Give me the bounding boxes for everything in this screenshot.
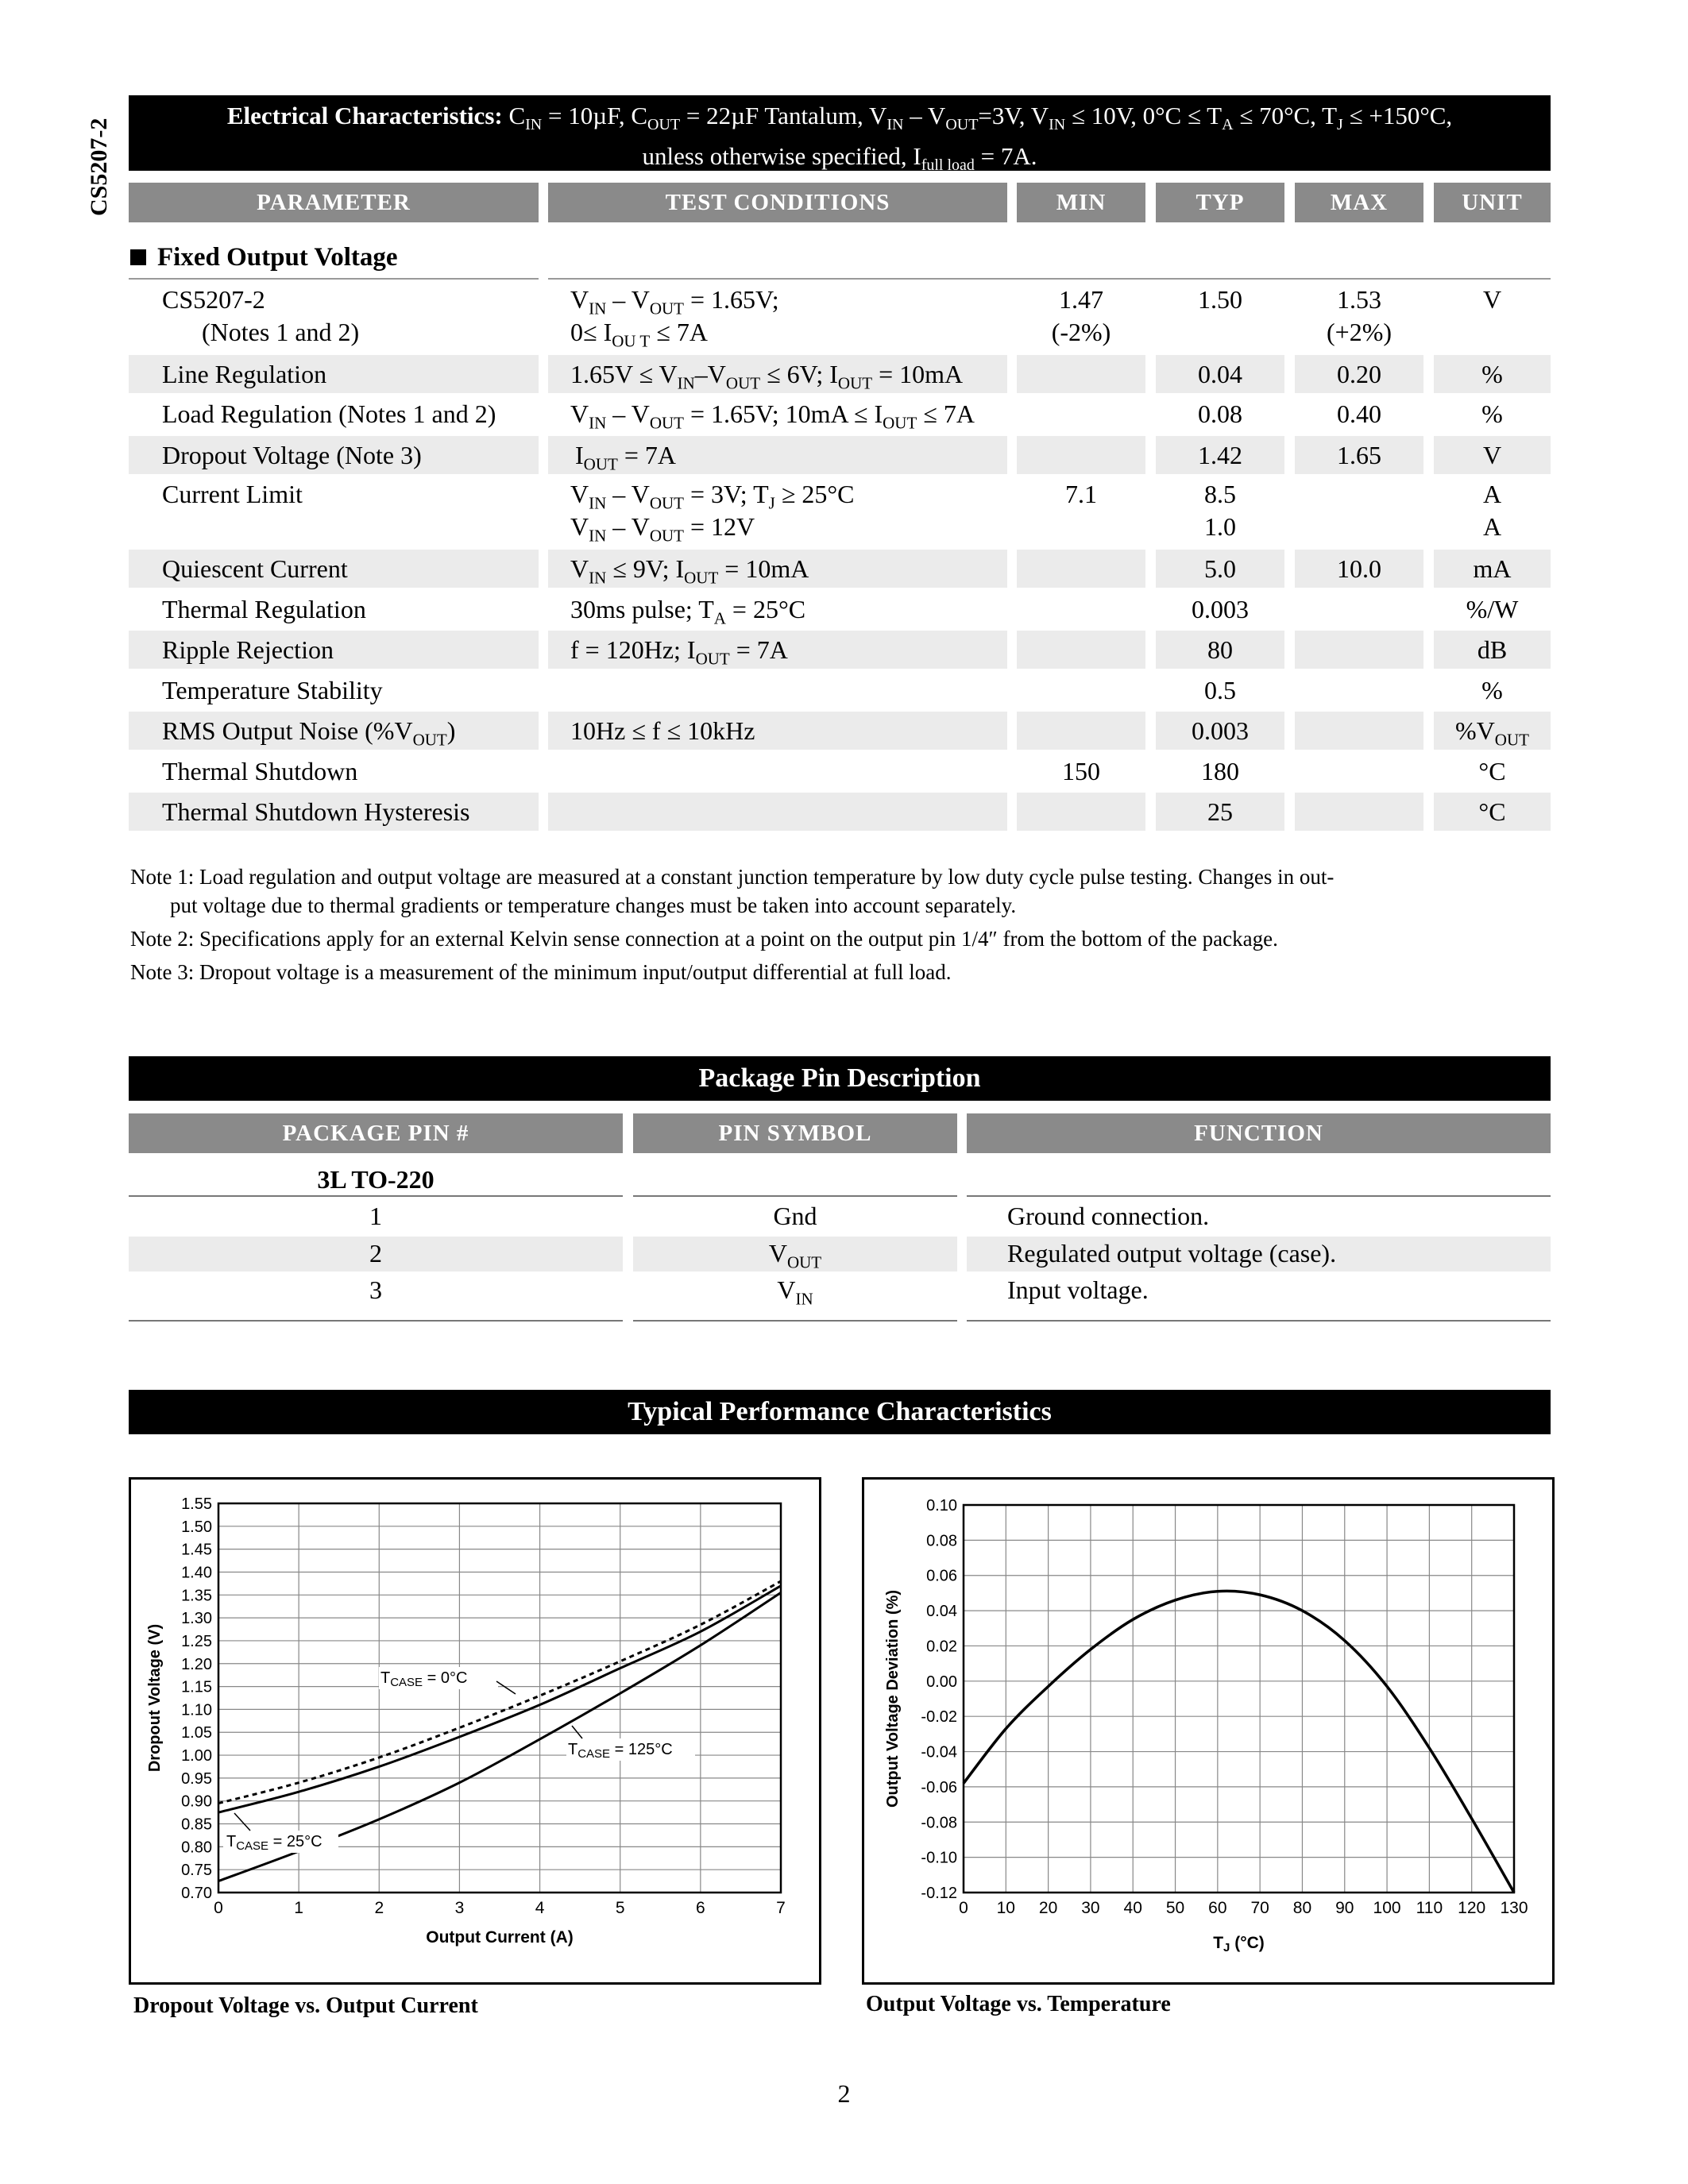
perf-title-bar: Typical Performance Characteristics bbox=[129, 1390, 1551, 1434]
note-3: Note 3: Dropout voltage is a measurement of the minimum input/output differential at full load. bbox=[130, 960, 952, 984]
typ-cell: 8.5 bbox=[1204, 480, 1236, 508]
unit-cell: dB bbox=[1477, 635, 1508, 664]
y-tick-label: -0.06 bbox=[921, 1778, 957, 1796]
cond-cell: $0\le I_{OU T} \le 7A$ bbox=[570, 318, 708, 351]
y-tick-label: -0.12 bbox=[921, 1885, 957, 1902]
x-tick-label: 4 bbox=[535, 1899, 545, 1917]
y-tick-label: 1.20 bbox=[181, 1655, 212, 1673]
y-tick-label: 0.00 bbox=[926, 1673, 957, 1691]
param-cell: Load Regulation (Notes 1 and 2) bbox=[162, 399, 496, 428]
cond-cell: 30ms pulse; $T_A = 25^\circ C$ bbox=[570, 595, 806, 628]
t25-annotation: $T_{CASE} = 25^\circ C$ bbox=[226, 1833, 323, 1853]
col-header-max: MAX bbox=[1295, 183, 1423, 222]
cond-cell: 10Hz ≤ f ≤ 10kHz bbox=[570, 716, 755, 745]
typ-cell: 0.003 bbox=[1192, 595, 1249, 623]
col-header-function: FUNCTION bbox=[967, 1113, 1551, 1153]
unit-cell: % bbox=[1481, 676, 1503, 704]
notes-block bbox=[130, 862, 1528, 986]
y-tick-label: -0.02 bbox=[921, 1708, 957, 1727]
typ-cell: 0.5 bbox=[1204, 676, 1236, 704]
t0-annotation: $T_{CASE} = 0^\circ C$ bbox=[380, 1669, 468, 1689]
y-tick-label: 1.05 bbox=[181, 1724, 212, 1742]
side-part-number: CS5207-2 bbox=[86, 118, 112, 216]
y-tick-label: 1.25 bbox=[181, 1632, 212, 1650]
y-tick-label: -0.04 bbox=[921, 1743, 957, 1761]
max-cell: 0.20 bbox=[1337, 360, 1381, 388]
x-tick-label: 10 bbox=[996, 1899, 1015, 1917]
y-tick-label: 1.40 bbox=[181, 1564, 212, 1582]
annotation-leader bbox=[234, 1813, 250, 1831]
x-tick-label: 30 bbox=[1081, 1899, 1100, 1917]
param-cell: Line Regulation bbox=[162, 360, 327, 388]
t125-annotation: $T_{CASE} = 125^\circ C$ bbox=[568, 1741, 673, 1761]
table-row bbox=[129, 712, 1551, 750]
x-axis-label: Output Current (A) bbox=[426, 1928, 574, 1947]
output-voltage-chart-svg bbox=[864, 1480, 1552, 1982]
table-row bbox=[129, 355, 1551, 393]
max-cell: 1.53 bbox=[1337, 285, 1381, 314]
param-cell: Current Limit bbox=[162, 480, 303, 508]
unit-cell: V bbox=[1482, 441, 1502, 469]
x-tick-label: 6 bbox=[696, 1899, 705, 1917]
x-tick-label: 3 bbox=[454, 1899, 465, 1917]
table-row bbox=[129, 550, 1551, 588]
elec-char-title-line2: unless otherwise specified, $I_{full load} = 7A$. bbox=[642, 142, 1037, 175]
square-bullet-icon bbox=[130, 249, 146, 265]
param-cell: Thermal Shutdown bbox=[162, 757, 358, 785]
unit-cell: °C bbox=[1478, 757, 1506, 785]
cond-cell: $V_{IN} \le 9V$; $I_{OUT} = 10mA$ bbox=[570, 554, 809, 588]
x-tick-label: 5 bbox=[615, 1899, 625, 1917]
param-cell: CS5207-2 bbox=[162, 285, 265, 314]
min-cell-pct: (-2%) bbox=[1051, 318, 1111, 346]
unit-cell: °C bbox=[1478, 797, 1506, 826]
pin-symbol: $V_{OUT}$ bbox=[768, 1239, 822, 1272]
unit-cell: %/W bbox=[1466, 595, 1519, 623]
min-cell: 7.1 bbox=[1065, 480, 1097, 508]
y-tick-label: 1.50 bbox=[181, 1518, 212, 1536]
min-cell: 150 bbox=[1062, 757, 1100, 785]
y-tick-label: -0.08 bbox=[921, 1814, 957, 1832]
max-cell: 1.65 bbox=[1337, 441, 1381, 469]
cond-cell: $V_{IN} - V_{OUT} = 1.65V$; $10mA \le I_{OUT} \le 7A$ bbox=[570, 399, 975, 433]
table-row bbox=[129, 282, 1551, 353]
param-cell: Ripple Rejection bbox=[162, 635, 334, 664]
page-number: 2 bbox=[837, 2079, 851, 2108]
param-cell: Temperature Stability bbox=[162, 676, 383, 704]
typ-cell: 1.42 bbox=[1198, 441, 1242, 469]
cond-cell: $1.65V \le V_{IN}-V_{OUT} \le 6V$; $I_{OUT} = 10mA$ bbox=[570, 360, 964, 393]
unit-cell: % bbox=[1481, 360, 1503, 388]
plot-area-frame bbox=[964, 1505, 1514, 1893]
typ-cell: 80 bbox=[1207, 635, 1233, 664]
table-row bbox=[129, 752, 1551, 790]
x-tick-label: 60 bbox=[1208, 1899, 1227, 1917]
unit-cell: A bbox=[1482, 480, 1502, 508]
cond-cell: $I_{OUT} = 7A$ bbox=[575, 441, 676, 474]
cond-cell: f = 120Hz; $I_{OUT} = 7A$ bbox=[570, 635, 788, 669]
table-row bbox=[129, 671, 1551, 709]
typ-cell: 1.0 bbox=[1204, 512, 1236, 541]
x-tick-label: 90 bbox=[1335, 1899, 1354, 1917]
col-header-parameter: PARAMETER bbox=[129, 183, 539, 222]
y-tick-label: 0.08 bbox=[926, 1532, 957, 1550]
col-header-test-conditions: TEST CONDITIONS bbox=[548, 183, 1007, 222]
y-tick-label: 0.90 bbox=[181, 1792, 212, 1811]
pin-symbol: $V_{IN}$ bbox=[777, 1275, 813, 1309]
max-cell: 0.40 bbox=[1337, 399, 1381, 428]
note-1-cont: put voltage due to thermal gradients or temperature changes must be taken into account separately. bbox=[170, 893, 1017, 917]
typ-cell: 0.08 bbox=[1198, 399, 1242, 428]
y-tick-label: 1.10 bbox=[181, 1701, 212, 1719]
unit-cell: % bbox=[1481, 399, 1503, 428]
pin-function: Ground connection. bbox=[1007, 1202, 1210, 1230]
y-tick-label: 0.85 bbox=[181, 1815, 212, 1834]
typ-cell: 180 bbox=[1201, 757, 1239, 785]
x-tick-label: 0 bbox=[959, 1899, 968, 1917]
note-2: Note 2: Specifications apply for an external Kelvin sense connection at a point on the output pin 1/4″ from the bottom of the package. bbox=[130, 927, 1278, 951]
note-1: Note 1: Load regulation and output voltage are measured at a constant junction temperature by low duty cycle pulse testing. Changes in out- bbox=[130, 865, 1335, 889]
unit-cell: mA bbox=[1473, 554, 1512, 583]
y-tick-label: -0.10 bbox=[921, 1849, 957, 1867]
y-tick-label: 1.15 bbox=[181, 1678, 212, 1696]
chart-output-voltage-temp bbox=[862, 1477, 1555, 1985]
cond-cell: $V_{IN} - V_{OUT} = 3V$; $T_J \ge 25^\circ C$ bbox=[570, 480, 855, 513]
y-tick-label: 1.55 bbox=[181, 1495, 212, 1513]
chart2-caption: Output Voltage vs. Temperature bbox=[866, 1992, 1171, 2016]
table-row bbox=[129, 395, 1551, 433]
annotation-leader bbox=[496, 1681, 516, 1694]
x-tick-label: 120 bbox=[1458, 1899, 1486, 1917]
elec-char-title-bar bbox=[129, 95, 1551, 175]
param-cell: Dropout Voltage (Note 3) bbox=[162, 441, 422, 469]
package-type-subheader: 3L TO-220 bbox=[317, 1165, 435, 1194]
col-header-pin-symbol: PIN SYMBOL bbox=[633, 1113, 957, 1153]
pin-function: Regulated output voltage (case). bbox=[1007, 1239, 1337, 1268]
x-tick-label: 40 bbox=[1123, 1899, 1142, 1917]
series-line-deviation bbox=[964, 1591, 1514, 1893]
typ-cell: 0.003 bbox=[1192, 716, 1249, 745]
unit-cell: V bbox=[1482, 285, 1502, 314]
cond-cell: $V_{IN} - V_{OUT} = 12V$ bbox=[570, 512, 755, 546]
chart-dropout-voltage bbox=[129, 1477, 821, 1985]
y-axis-label: Output Voltage Deviation (%) bbox=[884, 1589, 902, 1808]
series-line-t0 bbox=[218, 1581, 781, 1804]
table-row bbox=[129, 477, 1551, 548]
y-tick-label: 0.95 bbox=[181, 1769, 212, 1788]
unit-cell: $\%V_{OUT}$ bbox=[1455, 716, 1529, 750]
x-tick-label: 2 bbox=[374, 1899, 384, 1917]
param-notes: (Notes 1 and 2) bbox=[202, 318, 360, 346]
pin-function: Input voltage. bbox=[1007, 1275, 1149, 1304]
x-tick-label: 0 bbox=[214, 1899, 223, 1917]
cond-cell: $V_{IN} - V_{OUT} = 1.65V$; bbox=[570, 285, 779, 318]
typ-cell: 1.50 bbox=[1198, 285, 1242, 314]
param-cell: Thermal Regulation bbox=[162, 595, 366, 623]
section-fixed-output-voltage: Fixed Output Voltage bbox=[130, 243, 398, 272]
y-tick-label: 0.06 bbox=[926, 1567, 957, 1585]
elec-char-title-line1: Electrical Characteristics: $C_{IN} = 10\mu F$, $C_{OUT} = 22\mu F$ Tantalum, $V_{IN} - V_{OUT}=3V$, $V_{IN} \le 10V$, $0^\circ C \le T_A \le 70^\circ C$, $T_J \le +150^\circ C$, bbox=[226, 102, 1453, 134]
x-tick-label: 130 bbox=[1500, 1899, 1528, 1917]
y-tick-label: 1.30 bbox=[181, 1610, 212, 1628]
y-tick-label: 1.35 bbox=[181, 1587, 212, 1605]
x-tick-label: 50 bbox=[1165, 1899, 1185, 1917]
param-cell: RMS Output Noise $(\%V_{OUT})$ bbox=[162, 716, 456, 750]
y-axis-label: Dropout Voltage (V) bbox=[146, 1623, 164, 1773]
x-tick-label: 70 bbox=[1250, 1899, 1269, 1917]
pin-number: 3 bbox=[369, 1275, 382, 1304]
table-row bbox=[129, 793, 1551, 831]
typ-cell: 5.0 bbox=[1204, 554, 1236, 583]
y-tick-label: 0.75 bbox=[181, 1862, 212, 1880]
param-cell: Quiescent Current bbox=[162, 554, 348, 583]
table-row bbox=[129, 436, 1551, 474]
table-row bbox=[129, 590, 1551, 628]
chart1-caption: Dropout Voltage vs. Output Current bbox=[133, 1993, 478, 2018]
x-tick-label: 1 bbox=[294, 1899, 303, 1917]
typ-cell: 0.04 bbox=[1198, 360, 1242, 388]
pin-number: 1 bbox=[369, 1202, 382, 1230]
y-tick-label: 0.04 bbox=[926, 1603, 957, 1621]
y-tick-label: 0.80 bbox=[181, 1839, 212, 1857]
x-axis-label: TJ (°C) bbox=[1213, 1934, 1265, 1954]
pin-number: 2 bbox=[369, 1239, 382, 1268]
unit-cell: A bbox=[1482, 512, 1502, 541]
y-tick-label: 1.45 bbox=[181, 1541, 212, 1559]
pin-desc-title-bar: Package Pin Description bbox=[129, 1056, 1551, 1101]
col-header-typ: TYP bbox=[1156, 183, 1284, 222]
dropout-voltage-chart-svg bbox=[131, 1480, 819, 1982]
max-cell: 10.0 bbox=[1337, 554, 1381, 583]
x-tick-label: 110 bbox=[1416, 1899, 1443, 1917]
x-tick-label: 100 bbox=[1373, 1899, 1401, 1917]
max-cell-pct: (+2%) bbox=[1326, 318, 1392, 346]
min-cell: 1.47 bbox=[1059, 285, 1103, 314]
x-tick-label: 20 bbox=[1038, 1899, 1058, 1917]
y-tick-label: 1.00 bbox=[181, 1747, 212, 1765]
y-tick-label: 0.02 bbox=[926, 1638, 957, 1656]
param-cell: Thermal Shutdown Hysteresis bbox=[162, 797, 470, 826]
table-row bbox=[129, 631, 1551, 669]
typ-cell: 25 bbox=[1207, 797, 1233, 826]
x-tick-label: 7 bbox=[776, 1899, 786, 1917]
col-header-unit: UNIT bbox=[1434, 183, 1551, 222]
pin-symbol: Gnd bbox=[773, 1202, 817, 1230]
x-tick-label: 80 bbox=[1292, 1899, 1312, 1917]
col-header-package-pin: PACKAGE PIN # bbox=[129, 1113, 623, 1153]
col-header-min: MIN bbox=[1017, 183, 1145, 222]
y-tick-label: 0.70 bbox=[181, 1885, 212, 1902]
y-tick-label: 0.10 bbox=[926, 1497, 957, 1515]
